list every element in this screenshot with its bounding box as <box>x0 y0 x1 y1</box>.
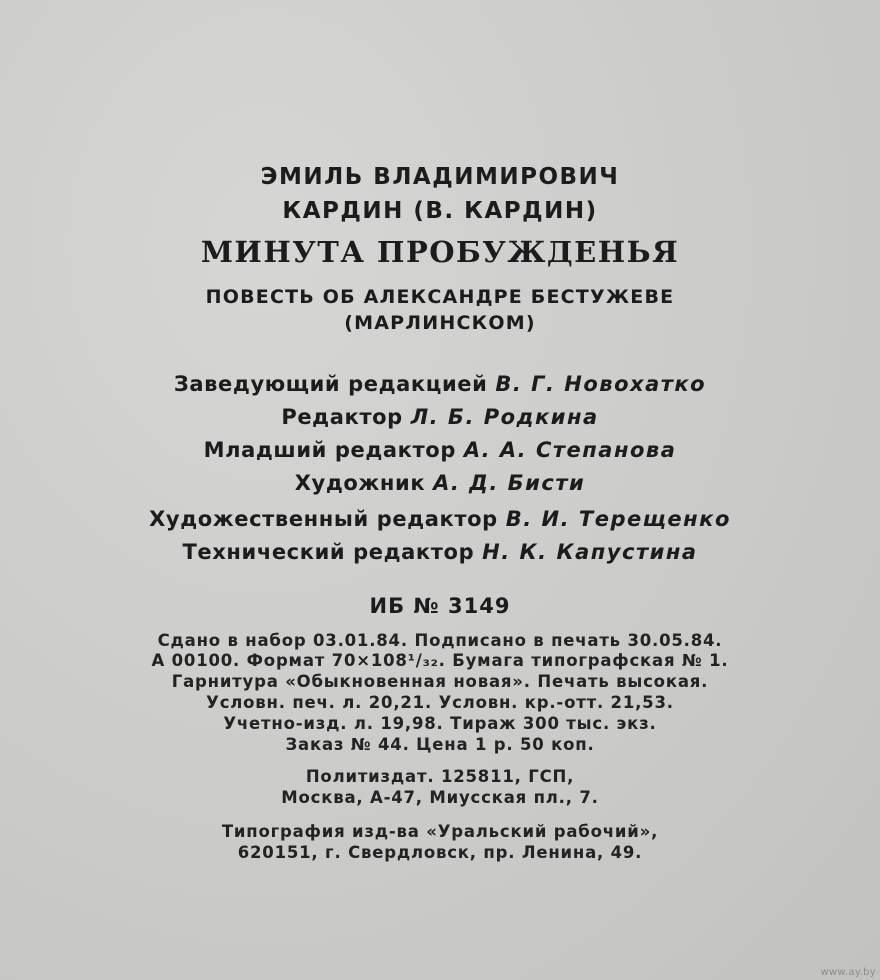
credit-line <box>0 367 880 401</box>
credit-role: Технический редактор <box>182 540 475 564</box>
credit-role: Художественный редактор <box>149 507 498 531</box>
credit-person: А. Д. Бисти <box>433 471 586 495</box>
book-title: МИНУТА ПРОБУЖДЕНЬЯ <box>200 235 680 269</box>
subtitle-line-2: (МАРЛИНСКОМ) <box>344 312 536 334</box>
print-details-line: Заказ № 44. Цена 1 р. 50 коп. <box>285 735 595 754</box>
credit-line <box>0 433 880 467</box>
credit-role: Художник <box>294 471 426 495</box>
print-details-line: Учетно-изд. л. 19,98. Тираж 300 тыс. экз. <box>223 714 657 733</box>
print-details-line: А 00100. Формат 70×108¹/₃₂. Бумага типографская № 1. <box>151 651 729 670</box>
credit-line <box>0 502 880 536</box>
credit-person: В. И. Терещенко <box>505 507 731 531</box>
credit-person: А. А. Степанова <box>463 438 677 462</box>
print-details-line: Гарнитура «Обыкновенная новая». Печать высокая. <box>171 672 709 691</box>
credit-role: Заведующий редакцией <box>173 372 488 396</box>
publisher-line: Москва, А-47, Миусская пл., 7. <box>281 788 599 807</box>
author-name-line-2: КАРДИН (В. КАРДИН) <box>282 198 598 224</box>
printer-line: Типография изд-ва «Уральский рабочий», <box>221 822 659 841</box>
site-watermark: www.ay.by <box>820 967 876 978</box>
credit-line <box>0 466 880 500</box>
publisher-line: Политиздат. 125811, ГСП, <box>305 767 575 786</box>
credit-role: Младший редактор <box>203 438 456 462</box>
author-name-line-1: ЭМИЛЬ ВЛАДИМИРОВИЧ <box>260 164 620 190</box>
credit-person: Н. К. Капустина <box>482 540 698 564</box>
subtitle-line-1: ПОВЕСТЬ ОБ АЛЕКСАНДРЕ БЕСТУЖЕВЕ <box>205 286 675 308</box>
credit-role: Редактор <box>281 405 403 429</box>
print-details-line: Сдано в набор 03.01.84. Подписано в печать 30.05.84. <box>157 631 723 650</box>
print-details-line: Условн. печ. л. 20,21. Условн. кр.-отт. 21,53. <box>206 693 674 712</box>
printer-line: 620151, г. Свердловск, пр. Ленина, 49. <box>237 843 643 862</box>
credit-line <box>0 400 880 434</box>
credit-person: Л. Б. Родкина <box>410 405 599 429</box>
credit-line <box>0 535 880 569</box>
ib-number: ИБ № 3149 <box>369 594 511 618</box>
credit-person: В. Г. Новохатко <box>495 372 707 396</box>
